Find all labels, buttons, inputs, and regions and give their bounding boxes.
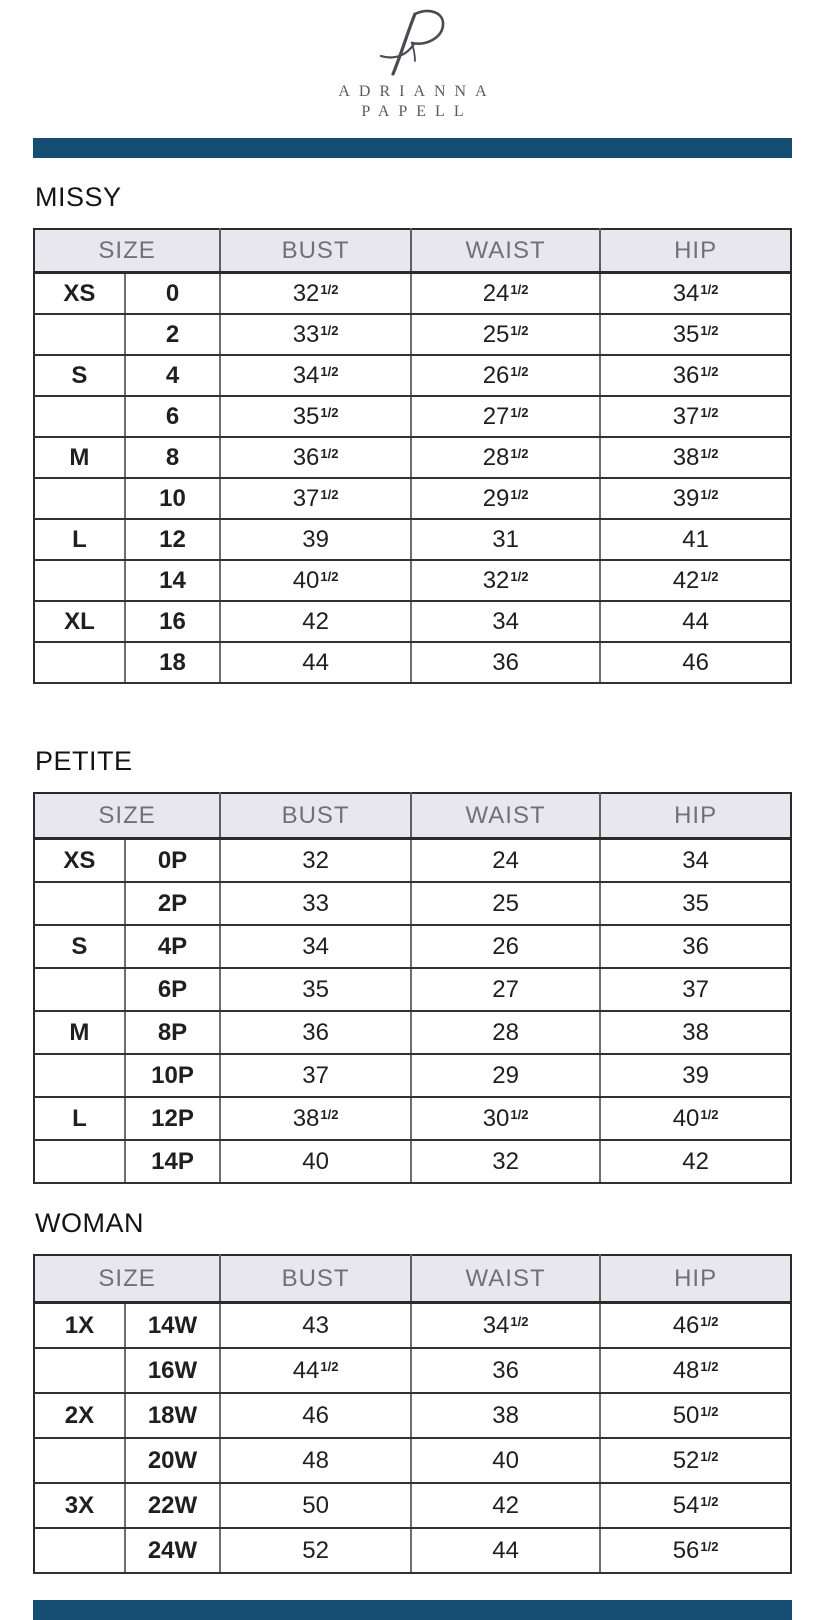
table-row xyxy=(34,273,791,315)
numeric-size-cell: 12P xyxy=(125,1097,220,1140)
bust-cell xyxy=(220,314,411,355)
hip-cell xyxy=(600,1097,791,1140)
bust-cell xyxy=(220,519,411,560)
hip-fraction: 1/2 xyxy=(700,445,719,461)
hip-value: 39 xyxy=(682,1061,709,1089)
bust-value: 46 xyxy=(302,1401,329,1429)
bust-value: 38 xyxy=(292,1104,320,1132)
numeric-size-cell: 18W xyxy=(125,1393,220,1438)
letter-size-cell: S xyxy=(34,925,125,968)
bust-fraction: 1/2 xyxy=(320,1106,339,1122)
waist-value: 38 xyxy=(492,1401,519,1429)
section-title-woman: WOMAN xyxy=(35,1208,144,1238)
bust-value: 48 xyxy=(302,1446,329,1474)
waist-cell xyxy=(411,1528,600,1573)
letter-size-cell: XS xyxy=(34,273,125,315)
numeric-size-cell: 12 xyxy=(125,519,220,560)
woman-size-table xyxy=(33,1254,792,1574)
hip-cell xyxy=(600,882,791,925)
waist-cell xyxy=(411,314,600,355)
hip-value: 42 xyxy=(682,1147,709,1175)
waist-cell xyxy=(411,882,600,925)
waist-value: 25 xyxy=(482,320,510,348)
bust-value: 52 xyxy=(302,1536,329,1564)
hip-value: 50 xyxy=(672,1401,700,1429)
bust-cell xyxy=(220,396,411,437)
bust-value: 37 xyxy=(302,1061,329,1089)
column-header-size: SIZE xyxy=(34,1255,220,1303)
numeric-size-cell: 2 xyxy=(125,314,220,355)
table-row xyxy=(34,968,791,1011)
hip-value: 54 xyxy=(672,1491,700,1519)
column-header-bust: BUST xyxy=(220,1255,411,1303)
hip-fraction: 1/2 xyxy=(700,1403,719,1419)
waist-fraction: 1/2 xyxy=(510,1313,529,1329)
bust-cell xyxy=(220,1140,411,1183)
waist-value: 42 xyxy=(492,1491,519,1519)
waist-cell xyxy=(411,273,600,315)
bust-value: 33 xyxy=(292,320,320,348)
numeric-size-cell: 2P xyxy=(125,882,220,925)
table-row xyxy=(34,1054,791,1097)
bust-cell xyxy=(220,642,411,683)
bust-fraction: 1/2 xyxy=(320,445,339,461)
hip-cell xyxy=(600,1348,791,1393)
waist-value: 44 xyxy=(492,1536,519,1564)
bust-cell xyxy=(220,1011,411,1054)
hip-value: 52 xyxy=(672,1446,700,1474)
waist-fraction: 1/2 xyxy=(510,1106,529,1122)
waist-fraction: 1/2 xyxy=(510,486,529,502)
waist-cell xyxy=(411,1054,600,1097)
table-row xyxy=(34,1348,791,1393)
numeric-size-cell: 14 xyxy=(125,560,220,601)
waist-cell xyxy=(411,1483,600,1528)
bust-value: 42 xyxy=(302,607,329,635)
bust-fraction: 1/2 xyxy=(320,281,339,297)
table-row xyxy=(34,437,791,478)
bottom-divider-bar xyxy=(33,1600,792,1620)
waist-fraction: 1/2 xyxy=(510,363,529,379)
hip-cell xyxy=(600,1011,791,1054)
letter-size-cell xyxy=(34,478,125,519)
hip-value: 56 xyxy=(672,1536,700,1564)
waist-value: 31 xyxy=(492,525,519,553)
hip-value: 44 xyxy=(682,607,709,635)
bust-cell xyxy=(220,882,411,925)
numeric-size-cell: 14P xyxy=(125,1140,220,1183)
hip-value: 48 xyxy=(672,1356,700,1384)
top-divider-bar xyxy=(33,138,792,158)
bust-value: 44 xyxy=(302,648,329,676)
header-row xyxy=(34,229,791,273)
hip-value: 42 xyxy=(672,566,700,594)
numeric-size-cell: 8P xyxy=(125,1011,220,1054)
bust-value: 32 xyxy=(302,846,329,874)
hip-cell xyxy=(600,355,791,396)
letter-size-cell xyxy=(34,1140,125,1183)
hip-value: 46 xyxy=(672,1311,700,1339)
hip-cell xyxy=(600,396,791,437)
bust-value: 35 xyxy=(302,975,329,1003)
bust-value: 40 xyxy=(292,566,320,594)
column-header-hip: HIP xyxy=(600,1255,791,1303)
waist-fraction: 1/2 xyxy=(510,568,529,584)
letter-size-cell xyxy=(34,1054,125,1097)
hip-cell xyxy=(600,1303,791,1349)
numeric-size-cell: 0P xyxy=(125,839,220,883)
hip-cell xyxy=(600,519,791,560)
bust-fraction: 1/2 xyxy=(320,568,339,584)
hip-cell xyxy=(600,839,791,883)
hip-fraction: 1/2 xyxy=(700,1538,719,1554)
waist-cell xyxy=(411,1393,600,1438)
bust-value: 36 xyxy=(302,1018,329,1046)
numeric-size-cell: 6 xyxy=(125,396,220,437)
letter-size-cell: L xyxy=(34,1097,125,1140)
waist-value: 28 xyxy=(492,1018,519,1046)
bust-value: 50 xyxy=(302,1491,329,1519)
bust-cell xyxy=(220,355,411,396)
hip-cell xyxy=(600,478,791,519)
hip-fraction: 1/2 xyxy=(700,404,719,420)
waist-value: 36 xyxy=(492,1356,519,1384)
waist-value: 27 xyxy=(482,402,510,430)
column-header-hip: HIP xyxy=(600,229,791,273)
bust-value: 33 xyxy=(302,889,329,917)
bust-value: 40 xyxy=(302,1147,329,1175)
letter-size-cell xyxy=(34,882,125,925)
hip-value: 36 xyxy=(672,361,700,389)
waist-value: 28 xyxy=(482,443,510,471)
numeric-size-cell: 4 xyxy=(125,355,220,396)
numeric-size-cell: 8 xyxy=(125,437,220,478)
letter-size-cell: M xyxy=(34,437,125,478)
hip-value: 38 xyxy=(682,1018,709,1046)
bust-cell xyxy=(220,1528,411,1573)
column-header-bust: BUST xyxy=(220,793,411,839)
brand-name-line1: ADRIANNA xyxy=(338,83,496,100)
letter-size-cell xyxy=(34,1438,125,1483)
waist-cell xyxy=(411,968,600,1011)
bust-cell xyxy=(220,1054,411,1097)
hip-value: 41 xyxy=(682,525,709,553)
hip-fraction: 1/2 xyxy=(700,281,719,297)
table-row xyxy=(34,560,791,601)
table-row xyxy=(34,1140,791,1183)
bust-cell xyxy=(220,560,411,601)
waist-value: 36 xyxy=(492,648,519,676)
waist-value: 24 xyxy=(492,846,519,874)
waist-cell xyxy=(411,396,600,437)
waist-cell xyxy=(411,437,600,478)
numeric-size-cell: 22W xyxy=(125,1483,220,1528)
letter-size-cell: M xyxy=(34,1011,125,1054)
waist-value: 32 xyxy=(492,1147,519,1175)
waist-cell xyxy=(411,355,600,396)
waist-cell xyxy=(411,1097,600,1140)
letter-size-cell: L xyxy=(34,519,125,560)
waist-value: 25 xyxy=(492,889,519,917)
letter-size-cell xyxy=(34,642,125,683)
hip-value: 35 xyxy=(682,889,709,917)
table-row xyxy=(34,314,791,355)
hip-cell xyxy=(600,1393,791,1438)
header-row xyxy=(34,1255,791,1303)
table-row xyxy=(34,839,791,883)
waist-cell xyxy=(411,1011,600,1054)
hip-fraction: 1/2 xyxy=(700,322,719,338)
bust-cell xyxy=(220,1438,411,1483)
hip-fraction: 1/2 xyxy=(700,1106,719,1122)
numeric-size-cell: 24W xyxy=(125,1528,220,1573)
hip-cell xyxy=(600,601,791,642)
hip-value: 36 xyxy=(682,932,709,960)
waist-cell xyxy=(411,519,600,560)
numeric-size-cell: 4P xyxy=(125,925,220,968)
hip-cell xyxy=(600,1140,791,1183)
table-row xyxy=(34,642,791,683)
bust-value: 44 xyxy=(292,1356,320,1384)
table-row xyxy=(34,519,791,560)
waist-value: 34 xyxy=(492,607,519,635)
hip-cell xyxy=(600,1483,791,1528)
ap-monogram-icon xyxy=(368,6,458,82)
column-header-waist: WAIST xyxy=(411,1255,600,1303)
hip-cell xyxy=(600,560,791,601)
bust-cell xyxy=(220,1097,411,1140)
waist-cell xyxy=(411,839,600,883)
letter-size-cell: XL xyxy=(34,601,125,642)
table-row xyxy=(34,1011,791,1054)
hip-cell xyxy=(600,968,791,1011)
hip-cell xyxy=(600,437,791,478)
hip-value: 37 xyxy=(672,402,700,430)
table-row xyxy=(34,601,791,642)
hip-value: 46 xyxy=(682,648,709,676)
bust-cell xyxy=(220,1348,411,1393)
hip-fraction: 1/2 xyxy=(700,363,719,379)
bust-fraction: 1/2 xyxy=(320,404,339,420)
letter-size-cell: XS xyxy=(34,839,125,883)
waist-value: 26 xyxy=(492,932,519,960)
waist-cell xyxy=(411,642,600,683)
bust-cell xyxy=(220,839,411,883)
numeric-size-cell: 10 xyxy=(125,478,220,519)
numeric-size-cell: 20W xyxy=(125,1438,220,1483)
bust-value: 34 xyxy=(302,932,329,960)
table-row xyxy=(34,1483,791,1528)
bust-value: 36 xyxy=(292,443,320,471)
column-header-size: SIZE xyxy=(34,229,220,273)
letter-size-cell: 1X xyxy=(34,1303,125,1349)
hip-cell xyxy=(600,642,791,683)
bust-fraction: 1/2 xyxy=(320,1358,339,1374)
section-title-petite: PETITE xyxy=(35,746,133,776)
bust-cell xyxy=(220,968,411,1011)
bust-value: 39 xyxy=(302,525,329,553)
table-row xyxy=(34,1438,791,1483)
numeric-size-cell: 14W xyxy=(125,1303,220,1349)
column-header-size: SIZE xyxy=(34,793,220,839)
table-row xyxy=(34,882,791,925)
bust-value: 37 xyxy=(292,484,320,512)
bust-cell xyxy=(220,1393,411,1438)
waist-value: 29 xyxy=(482,484,510,512)
hip-value: 39 xyxy=(672,484,700,512)
hip-value: 35 xyxy=(672,320,700,348)
hip-cell xyxy=(600,1438,791,1483)
waist-value: 29 xyxy=(492,1061,519,1089)
waist-value: 30 xyxy=(482,1104,510,1132)
hip-fraction: 1/2 xyxy=(700,1358,719,1374)
bust-fraction: 1/2 xyxy=(320,363,339,379)
waist-cell xyxy=(411,1348,600,1393)
bust-fraction: 1/2 xyxy=(320,322,339,338)
bust-value: 43 xyxy=(302,1311,329,1339)
bust-cell xyxy=(220,601,411,642)
bust-cell xyxy=(220,1483,411,1528)
waist-fraction: 1/2 xyxy=(510,281,529,297)
hip-fraction: 1/2 xyxy=(700,1448,719,1464)
numeric-size-cell: 16W xyxy=(125,1348,220,1393)
numeric-size-cell: 18 xyxy=(125,642,220,683)
waist-cell xyxy=(411,601,600,642)
letter-size-cell xyxy=(34,1528,125,1573)
bust-value: 34 xyxy=(292,361,320,389)
hip-value: 34 xyxy=(682,846,709,874)
waist-value: 27 xyxy=(492,975,519,1003)
table-row xyxy=(34,1528,791,1573)
letter-size-cell xyxy=(34,1348,125,1393)
waist-cell xyxy=(411,925,600,968)
letter-size-cell xyxy=(34,396,125,437)
hip-fraction: 1/2 xyxy=(700,1313,719,1329)
table-row xyxy=(34,925,791,968)
hip-fraction: 1/2 xyxy=(700,1493,719,1509)
table-row xyxy=(34,478,791,519)
bust-value: 35 xyxy=(292,402,320,430)
letter-size-cell xyxy=(34,560,125,601)
waist-value: 24 xyxy=(482,279,510,307)
numeric-size-cell: 0 xyxy=(125,273,220,315)
column-header-bust: BUST xyxy=(220,229,411,273)
hip-fraction: 1/2 xyxy=(700,486,719,502)
table-row xyxy=(34,355,791,396)
hip-fraction: 1/2 xyxy=(700,568,719,584)
letter-size-cell: 3X xyxy=(34,1483,125,1528)
waist-value: 40 xyxy=(492,1446,519,1474)
waist-cell xyxy=(411,560,600,601)
petite-size-table xyxy=(33,792,792,1184)
letter-size-cell xyxy=(34,314,125,355)
table-row xyxy=(34,1393,791,1438)
section-title-missy: MISSY xyxy=(35,182,122,212)
numeric-size-cell: 16 xyxy=(125,601,220,642)
hip-value: 37 xyxy=(682,975,709,1003)
table-row xyxy=(34,396,791,437)
hip-cell xyxy=(600,314,791,355)
missy-size-table xyxy=(33,228,792,684)
column-header-waist: WAIST xyxy=(411,229,600,273)
bust-cell xyxy=(220,437,411,478)
waist-value: 34 xyxy=(482,1311,510,1339)
bust-value: 32 xyxy=(292,279,320,307)
waist-cell xyxy=(411,478,600,519)
waist-value: 26 xyxy=(482,361,510,389)
waist-cell xyxy=(411,1140,600,1183)
letter-size-cell xyxy=(34,968,125,1011)
numeric-size-cell: 10P xyxy=(125,1054,220,1097)
bust-fraction: 1/2 xyxy=(320,486,339,502)
column-header-waist: WAIST xyxy=(411,793,600,839)
table-row xyxy=(34,1303,791,1349)
bust-cell xyxy=(220,478,411,519)
brand-name-line2: PAPELL xyxy=(361,103,473,120)
hip-cell xyxy=(600,273,791,315)
bust-cell xyxy=(220,273,411,315)
numeric-size-cell: 6P xyxy=(125,968,220,1011)
bust-cell xyxy=(220,1303,411,1349)
waist-cell xyxy=(411,1438,600,1483)
waist-value: 32 xyxy=(482,566,510,594)
bust-cell xyxy=(220,925,411,968)
hip-value: 34 xyxy=(672,279,700,307)
waist-fraction: 1/2 xyxy=(510,445,529,461)
column-header-hip: HIP xyxy=(600,793,791,839)
letter-size-cell: 2X xyxy=(34,1393,125,1438)
hip-cell xyxy=(600,1528,791,1573)
header-row xyxy=(34,793,791,839)
waist-cell xyxy=(411,1303,600,1349)
hip-value: 40 xyxy=(672,1104,700,1132)
brand-logo xyxy=(33,6,792,122)
hip-cell xyxy=(600,1054,791,1097)
hip-cell xyxy=(600,925,791,968)
table-row xyxy=(34,1097,791,1140)
waist-fraction: 1/2 xyxy=(510,322,529,338)
hip-value: 38 xyxy=(672,443,700,471)
letter-size-cell: S xyxy=(34,355,125,396)
waist-fraction: 1/2 xyxy=(510,404,529,420)
